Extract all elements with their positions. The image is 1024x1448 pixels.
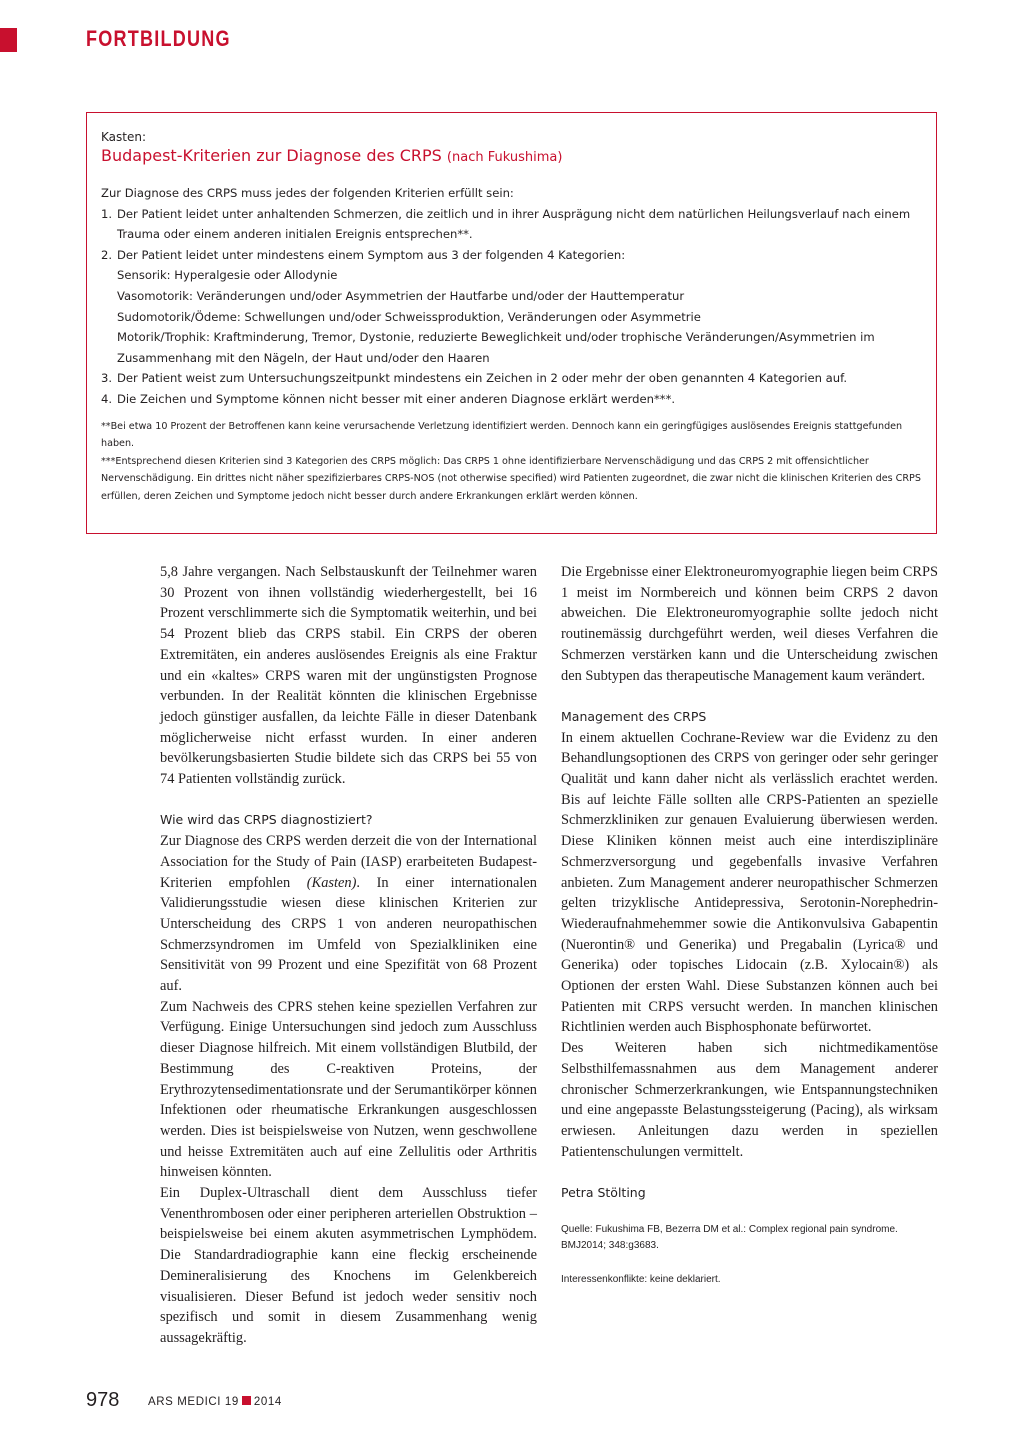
box-label: Kasten: [101, 130, 146, 144]
right-column [561, 562, 938, 1288]
box-title-main: Budapest-Kriterien zur Diagnose des CRPS [101, 146, 442, 165]
source-citation: Quelle: Fukushima FB, Bezerra DM et al.: Complex regional pain syndrome. BMJ2014; 348:g3683. [561, 1223, 898, 1251]
paragraph: In einem aktuellen Cochrane-Review war die Evidenz zu den Behandlungsoptionen des CRPS von geringer oder sehr geringer Qualität und kann daher nicht als verlässlich erachtet werden. Bis auf leichte Fälle sollten alle CRPS-Patienten an spezielle Schmerzkliniken zur genauen Evaluierung überwiesen werden. Diese Kliniken können meist auch eine interdisziplinäre Schmerzversorgung und gegebenfalls invasive Verfahren anbieten. Zum Management anderer neuropathischer Schmerzen gelten trizyklische Antidepressiva, Serotonin-Norephedrin-Wiederaufnahmehemmer sowie die Antikonvulsiva Gabapentin (Nuerontin® und Generika) und Pregabalin (Lyrica® und Generika) oder topisches Lidocain (z.B. Xylocain®) als Optionen der ersten Wahl. Diese Substanzen können auch bei Patienten mit CRPS versucht werden. In manchen klinischen Richtlinien werden auch Bisphosphonate befürwortet. [561, 729, 938, 1036]
paragraph: Des Weiteren haben sich nichtmedikamentöse Selbsthilfemassnahmen aus dem Management anderer chronischer Schmerzerkrankungen, wie Entspannungstechniken und eine angepasste Belastungssteigerung (Pacing), als wirksam erwiesen. Anleitungen dazu werden in speziellen Patientenschulungen vermittelt. [561, 1040, 938, 1160]
paragraph: Zum Nachweis des CPRS stehen keine speziellen Verfahren zur Verfügung. Einige Untersuchungen sind jedoch zum Ausschluss dieser Diagnose hilfreich. Mit einem vollständigen Blutbild, der Bestimmung des C-reaktiven Proteins, der Erythrozytensedimentationsrate und der Serumantikörper können Infektionen oder rheumatische Erkrankungen ausgeschlossen werden. Dies ist beispielsweise von Nutzen, wenn geschwollene und heisse Extremitäten auch auf eine Zellulitis oder Arthritis hinweisen könnten. [160, 998, 537, 1181]
footnote-1: **Bei etwa 10 Prozent der Betroffenen kann keine verursachende Verletzung identifiziert werden. Dennoch kann ein geringfügiges auslösendes Ereignis stattgefunden haben. [101, 420, 903, 450]
category-motorik: Motorik/Trophik: Kraftminderung, Tremor, Dystonie, reduzierte Beweglichkeit und/oder trophische Veränderungen/Asymmetrien im Zusammenhang mit den Nägeln, der Haut und/oder den Haaren [117, 330, 875, 365]
category-sudomotorik: Sudomotorik/Ödeme: Schwellungen und/oder Schweissproduktion, Veränderungen oder Asymmetrie [117, 309, 701, 324]
criterion-1 [101, 204, 931, 245]
page-number: 978 [86, 1389, 120, 1411]
paragraph: Ein Duplex-Ultraschall dient dem Ausschluss tiefer Venenthrombosen oder einer peripheren arteriellen Obstruktion – beispielsweise bei einem akuten asymmetrischen Lymphödem. Die Standardradiographie kann eine fleckig erscheinende Demineralisierung des Knochens im Gelenkbereich visualisieren. Dieser Befund ist jedoch weder sensitiv noch spezifisch und somit in diesem Zusammenhang wenig aussagekräftig. [160, 1185, 537, 1346]
paragraph [160, 831, 537, 997]
separator-square [242, 1396, 251, 1405]
box-title-suffix: (nach Fukushima) [446, 150, 563, 165]
criterion-number: 4. [101, 391, 113, 406]
section-heading: Wie wird das CRPS diagnostiziert? [160, 812, 373, 828]
paragraph-text: Zur Diagnose des CRPS werden derzeit die von der International Association for the Study of Pain (IASP) erarbeiteten Budapest-Kriterien empfohlen [160, 833, 537, 891]
journal-name: ARS MEDICI 19 [148, 1396, 239, 1408]
paragraph-text: . In einer internationalen Validierungsstudie wiesen diese klinischen Kriterien zur Unterscheidung des CRPS 1 von anderen neuropathischen Schmerzsyndromen im Umfeld von Spezialkliniken eine Sensitivität von 99 Prozent und eine Spezifität von 68 Prozent auf. [160, 874, 537, 995]
criterion-number: 1. [101, 206, 113, 221]
journal-footer [148, 1395, 282, 1409]
paragraph: 5,8 Jahre vergangen. Nach Selbstauskunft der Teilnehmer waren 30 Prozent von ihnen vollständig wiederhergestellt, bei 16 Prozent verschlimmerte sich die Symptomatik weiterhin, und bei 54 Prozent blieb das CRPS stabil. Ein CRPS der oberen Extremitäten, ein anderes auslösendes Ereignis als eine Fraktur und ein «kaltes» CRPS waren mit der ungünstigsten Prognose verbunden. In der Realität könnten die klinischen Ergebnisse jedoch günstiger ausfallen, da leichte Fälle in dieser Datenbank möglicherweise nicht erfasst wurden. In einer anderen bevölkerungsbasierten Studie bildete sich das CRPS bei 55 von 74 Patienten vollständig zurück. [160, 564, 537, 788]
left-column [160, 562, 537, 1349]
section-marker [0, 28, 17, 52]
category-sensorik: Sensorik: Hyperalgesie oder Allodynie [117, 268, 338, 283]
box-title [101, 145, 931, 169]
criteria-box [86, 112, 937, 534]
criterion-3 [101, 368, 931, 389]
criterion-text: Der Patient leidet unter mindestens einem Symptom aus 3 der folgenden 4 Kategorien: [117, 247, 626, 262]
criterion-number: 3. [101, 371, 113, 386]
criterion-text: Die Zeichen und Symptome können nicht besser mit einer anderen Diagnose erklärt werden***. [117, 391, 676, 406]
category-vasomotorik: Vasomotorik: Veränderungen und/oder Asymmetrien der Hautfarbe und/oder der Hauttemperatur [117, 288, 685, 303]
box-reference: (Kasten) [306, 874, 357, 891]
footnote-2: ***Entsprechend diesen Kriterien sind 3 Kategorien des CRPS möglich: Das CRPS 1 ohne identifizierbare Nervenschädigung und das CRPS 2 mit offensichtlicher Nervenschädigung. Ein drittes nicht näher spezifizierbares CRPS-NOS (not otherwise specified) wird Patienten zugeordnet, die zwar nicht die klinischen Kriterien des CRPS erfüllen, deren Zeichen und Symptome jedoch nicht besser durch andere Erkrankungen erklärt werden können. [101, 455, 921, 502]
paragraph: Die Ergebnisse einer Elektroneuromyographie liegen beim CRPS 1 meist im Normbereich und können beim CRPS 2 davon abweichen. Die Elektroneuromyographie sollte jedoch nicht routinemässig durchgeführt werden, weil dieses Verfahren die Schmerzen verstärken kann und die Unterscheidung zwischen den Subtypen das therapeutische Management kaum verändert. [561, 564, 939, 684]
criterion-4 [101, 389, 931, 410]
section-title: FORTBILDUNG [86, 26, 231, 51]
criterion-number: 2. [101, 247, 113, 262]
section-heading: Management des CRPS [561, 708, 707, 724]
criterion-text: Der Patient weist zum Untersuchungszeitpunkt mindestens ein Zeichen in 2 oder mehr der oben genannten 4 Kategorien auf. [117, 371, 847, 386]
criterion-2 [101, 245, 931, 266]
journal-year: 2014 [253, 1396, 282, 1408]
box-intro: Zur Diagnose des CRPS muss jedes der folgenden Kriterien erfüllt sein: [101, 186, 514, 200]
conflict-of-interest: Interessenkonflikte: keine deklariert. [561, 1273, 721, 1285]
criterion-text: Der Patient leidet unter anhaltenden Schmerzen, die zeitlich und in ihrer Ausprägung nicht dem natürlichen Heilungsverlauf nach einem Trauma oder einem anderen initialen Ereignis entsprechen**. [117, 206, 911, 242]
author-name: Petra Stölting [561, 1185, 646, 1201]
